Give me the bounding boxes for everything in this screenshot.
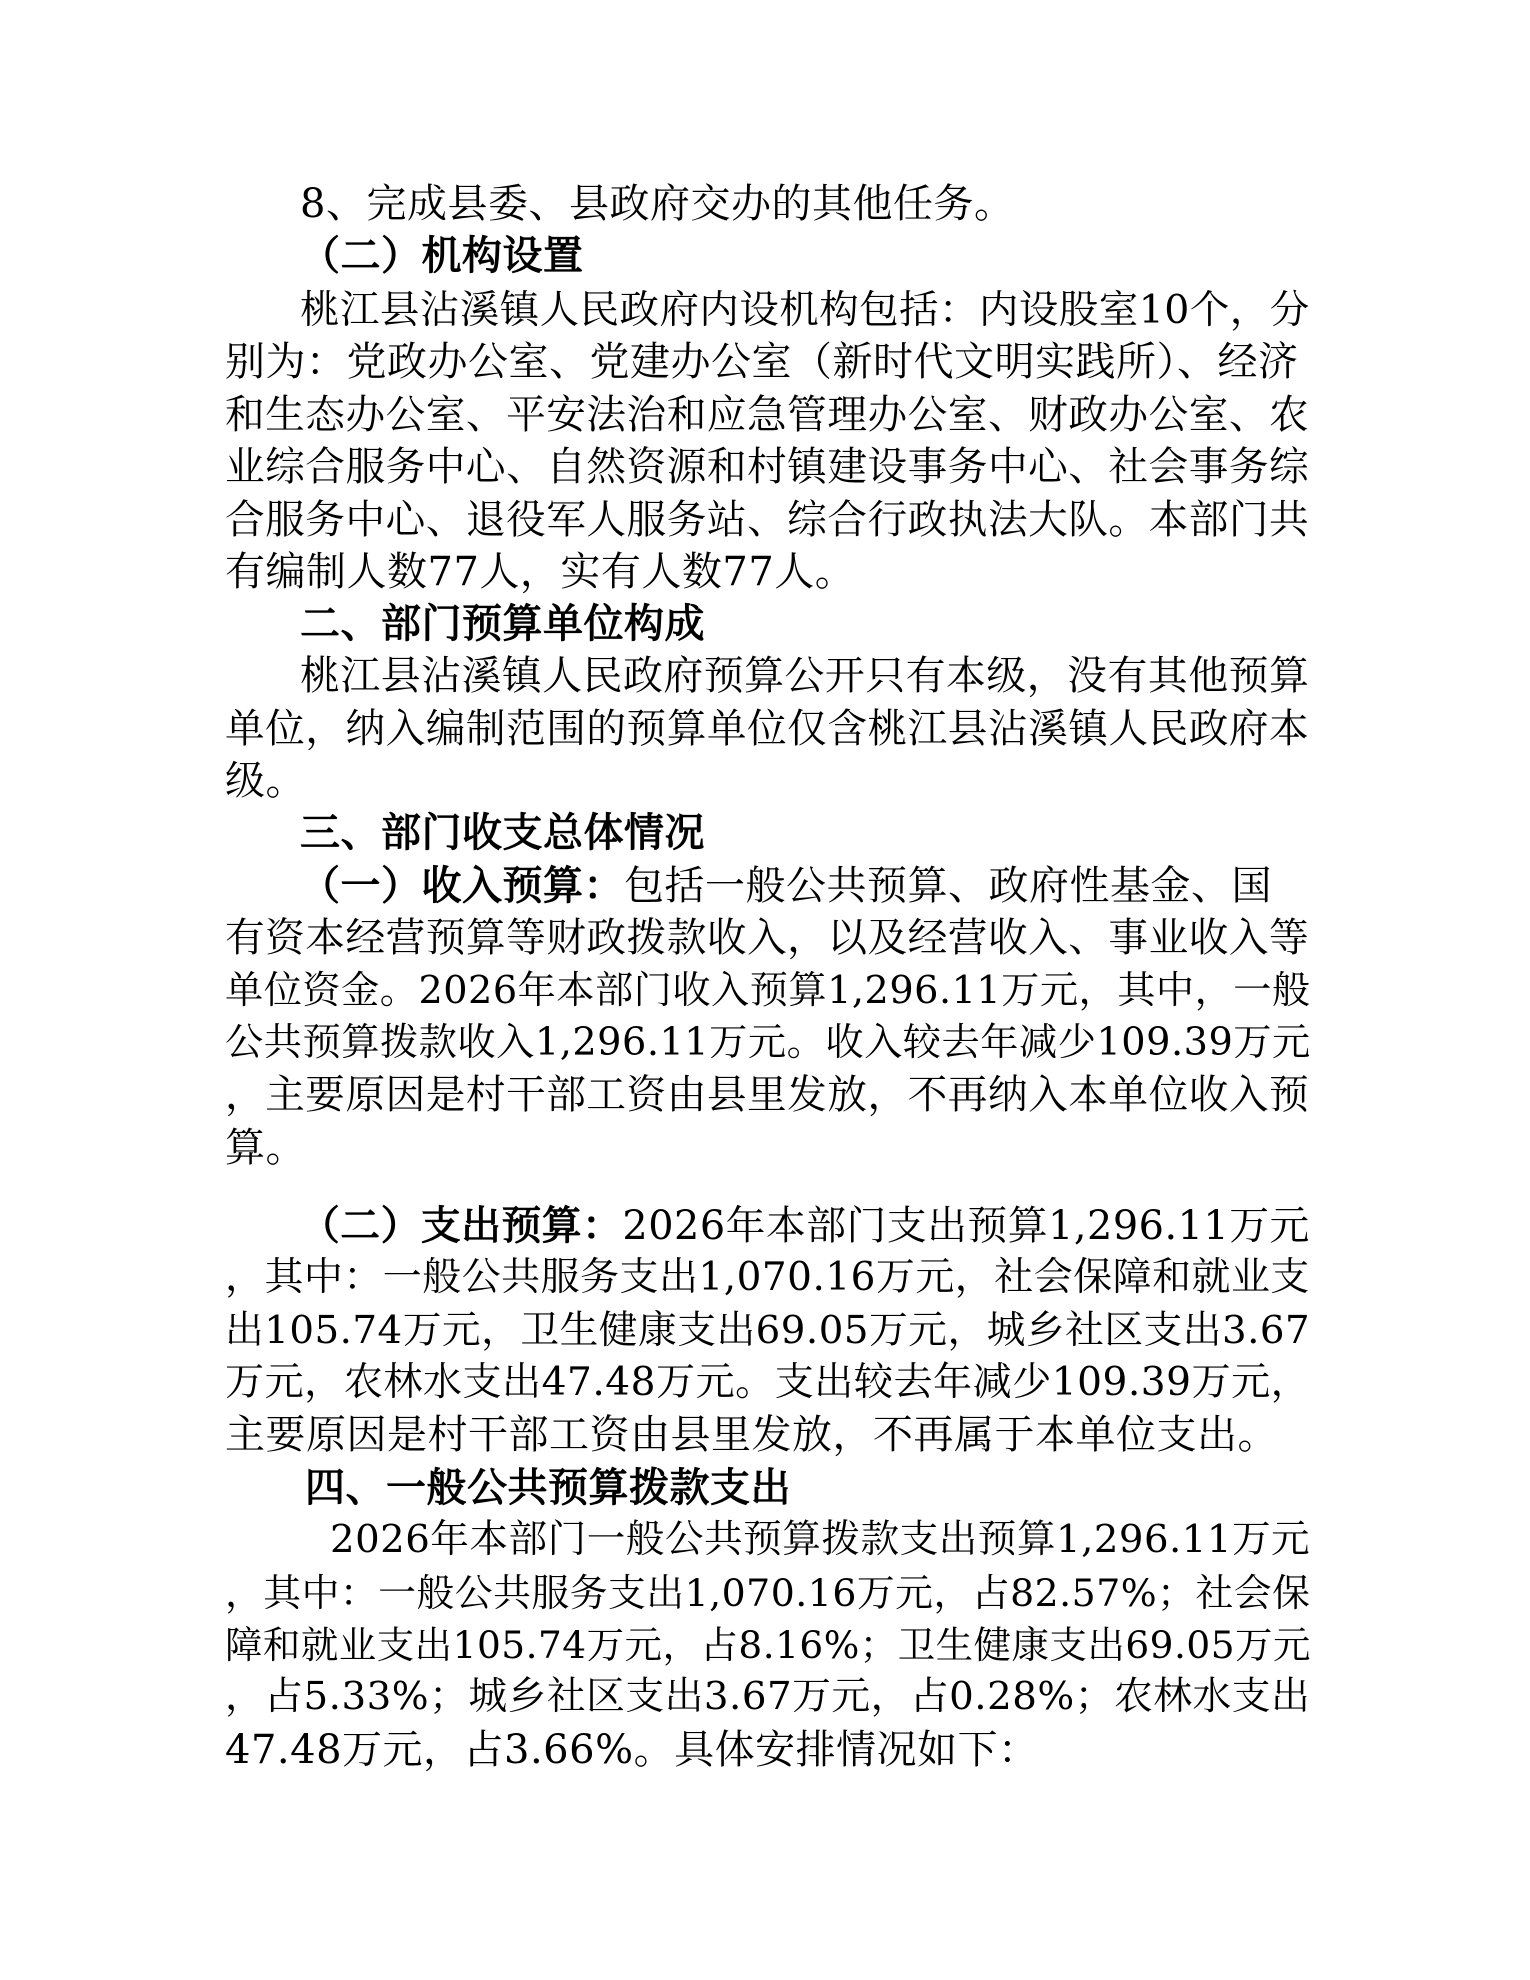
paragraph-line [225,389,1309,441]
line-text: 2026年本部门支出预算1,296.11万元 [622,1203,1310,1249]
line-text: 有编制人数77人，实有人数77人。 [225,549,856,595]
line-text: 8、完成县委、县政府交办的其他任务。 [300,181,1015,227]
line-text: 桃江县沾溪镇人民政府预算公开只有本级，没有其他预算 [300,653,1310,699]
line-text: 出105.74万元，卫生健康支出69.05万元，城乡社区支出3.67 [225,1308,1311,1353]
paragraph-line [330,1514,1310,1566]
section-heading [305,1462,791,1514]
paragraph-line [225,336,1299,388]
paragraph-line [225,1017,1311,1069]
paragraph-line [300,860,1272,912]
line-text: 合服务中心、退役军人服务站、综合行政执法大队。本部门共 [225,497,1310,543]
paragraph-line [225,1357,1310,1409]
paragraph-line [225,912,1309,964]
line-text: 公共预算拨款收入1,296.11万元。收入较去年减少109.39万元 [225,1021,1311,1065]
inline-heading: （一）收入预算： [300,863,624,909]
paragraph-line [225,965,1311,1017]
line-text: ，其中：一般公共服务支出1,070.16万元，占82.57%；社会保 [225,1571,1311,1615]
line-text: 业综合服务中心、自然资源和村镇建设事务中心、社会事务综 [225,444,1310,490]
line-text: 47.48万元，占3.66%。具体安排情况如下： [225,1727,1039,1773]
heading-text: （二）机构设置 [300,233,584,279]
line-text: ，主要原因是村干部工资由县里发放，不再纳入本单位收入预 [225,1072,1310,1118]
paragraph-line [225,1671,1310,1723]
line-text: 和生态办公室、平安法治和应急管理办公室、财政办公室、农 [225,392,1310,438]
heading-text: 四、一般公共预算拨款支出 [305,1465,791,1511]
line-text: ，占5.33%；城乡社区支出3.67万元，占0.28%；农林水支出 [225,1674,1311,1719]
paragraph-line [225,494,1309,546]
paragraph-line [225,703,1309,755]
heading-text: 三、部门收支总体情况 [300,810,705,856]
inline-heading: （二）支出预算： [300,1203,623,1249]
paragraph-line [225,1305,1310,1357]
line-text: 算。 [225,1125,306,1171]
paragraph-line [225,1409,1278,1461]
line-text: 单位，纳入编制范围的预算单位仅含桃江县沾溪镇人民政府本 [225,706,1310,752]
line-text: 单位资金。2026年本部门收入预算1,296.11万元，其中，一般 [225,969,1311,1013]
paragraph-line [300,650,1309,702]
paragraph-line [225,1069,1309,1121]
section-heading [300,598,705,650]
paragraph-line [300,178,1014,230]
section-heading [300,230,584,282]
line-text: 有资本经营预算等财政拨款收入，以及经营收入、事业收入等 [225,915,1310,961]
paragraph-line [225,441,1309,493]
paragraph-line [225,1619,1311,1671]
line-text: 别为：党政办公室、党建办公室（新时代文明实践所）、经济 [225,339,1299,385]
line-text: 桃江县沾溪镇人民政府内设机构包括：内设股室10个，分 [300,287,1310,333]
section-heading [300,807,705,859]
paragraph-line [300,284,1310,336]
paragraph-line [225,1567,1310,1619]
paragraph-line [300,1200,1310,1252]
paragraph-line [225,1122,306,1174]
line-text: 障和就业支出105.74万元，占8.16%；卫生健康支出69.05万元 [225,1623,1311,1667]
paragraph-line [225,1724,1039,1776]
line-text: 万元，农林水支出47.48万元。支出较去年减少109.39万元， [225,1360,1311,1405]
line-text: 包括一般公共预算、政府性基金、国 [624,863,1272,909]
line-text: 2026年本部门一般公共预算拨款支出预算1,296.11万元 [330,1517,1311,1562]
paragraph-line [225,546,855,598]
heading-text: 二、部门预算单位构成 [300,601,705,647]
line-text: ，其中：一般公共服务支出1,070.16万元，社会保障和就业支 [225,1255,1310,1300]
paragraph-line [225,1252,1310,1304]
paragraph-line [225,755,306,807]
line-text: 主要原因是村干部工资由县里发放，不再属于本单位支出。 [225,1412,1278,1458]
line-text: 级。 [225,758,306,804]
